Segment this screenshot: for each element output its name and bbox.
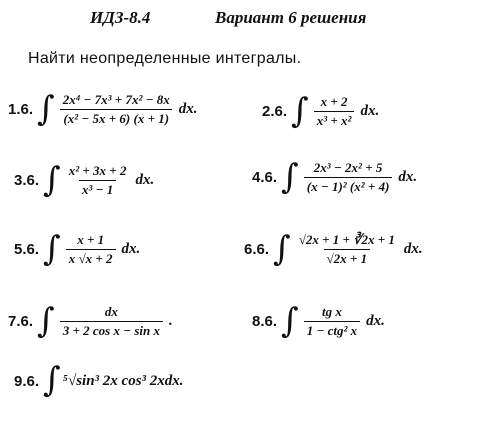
numerator: x + 1 — [77, 232, 105, 247]
denominator: x √x + 2 — [66, 249, 116, 267]
integral-sign: ∫ — [37, 88, 55, 129]
document-subtitle: Вариант 6 решения — [215, 8, 367, 27]
problem-number: 7.6. — [8, 313, 34, 330]
differential: dx. — [366, 313, 385, 329]
denominator: (x − 1)² (x² + 4) — [304, 177, 393, 195]
problem-number: 5.6. — [14, 241, 40, 258]
fraction — [296, 232, 398, 267]
numerator: x² + 3x + 2 — [68, 163, 127, 178]
problem-4-6 — [252, 156, 418, 197]
document-title: ИДЗ-8.4 — [90, 8, 151, 27]
denominator: x³ + x² — [314, 111, 355, 129]
fraction — [314, 94, 355, 129]
denominator: 1 − ctg² x — [304, 321, 360, 339]
denominator: (x² − 5x + 6) (x + 1) — [60, 109, 172, 127]
fraction — [60, 304, 163, 339]
integrand: ⁵√sin³ 2x cos³ 2xdx. — [62, 372, 184, 389]
differential: . — [169, 313, 173, 329]
integral-sign: ∫ — [281, 300, 299, 341]
problem-5-6 — [14, 228, 141, 269]
numerator: 2x⁴ − 7x³ + 7x² − 8x — [62, 92, 170, 107]
problem-8-6 — [252, 300, 385, 341]
integral-sign: ∫ — [281, 156, 299, 197]
denominator: 3 + 2 cos x − sin x — [60, 321, 163, 339]
differential: dx. — [135, 172, 155, 188]
problem-number: 2.6. — [262, 103, 288, 120]
numerator: dx — [104, 304, 118, 319]
problem-1-6 — [8, 88, 198, 129]
integral-sign: ∫ — [37, 300, 55, 341]
problem-7-6 — [8, 300, 173, 341]
fraction — [66, 232, 116, 267]
integral-sign: ∫ — [291, 90, 309, 131]
differential: dx. — [403, 241, 423, 257]
integral-sign: ∫ — [273, 228, 291, 269]
problem-9-6 — [14, 360, 184, 400]
denominator: x³ − 1 — [79, 180, 116, 198]
denominator: √2x + 1 — [324, 249, 371, 267]
fraction — [66, 163, 130, 198]
differential: dx. — [178, 101, 198, 117]
differential: dx. — [121, 241, 141, 257]
problem-number: 1.6. — [8, 101, 34, 118]
integral-sign: ∫ — [43, 228, 61, 269]
problem-number: 9.6. — [14, 372, 40, 390]
problem-number: 4.6. — [252, 169, 278, 186]
problem-2-6 — [262, 90, 380, 131]
fraction — [304, 160, 393, 195]
problem-number: 3.6. — [14, 172, 40, 189]
integral-sign: ∫ — [43, 159, 61, 200]
task-statement: Найти неопределенные интегралы. — [28, 50, 302, 67]
differential: dx. — [398, 169, 418, 185]
differential: dx. — [360, 103, 380, 119]
numerator: √2x + 1 + ∛2x + 1 — [298, 232, 395, 247]
numerator: 2x³ − 2x² + 5 — [313, 160, 383, 175]
problem-number: 6.6. — [244, 241, 270, 258]
fraction — [60, 92, 173, 127]
problem-number: 8.6. — [252, 313, 278, 330]
fraction — [304, 304, 360, 339]
numerator: tg x — [322, 304, 342, 319]
numerator: x + 2 — [320, 94, 348, 109]
problem-3-6 — [14, 159, 155, 200]
problem-6-6 — [244, 228, 423, 269]
integral-sign: ∫ — [43, 360, 61, 400]
